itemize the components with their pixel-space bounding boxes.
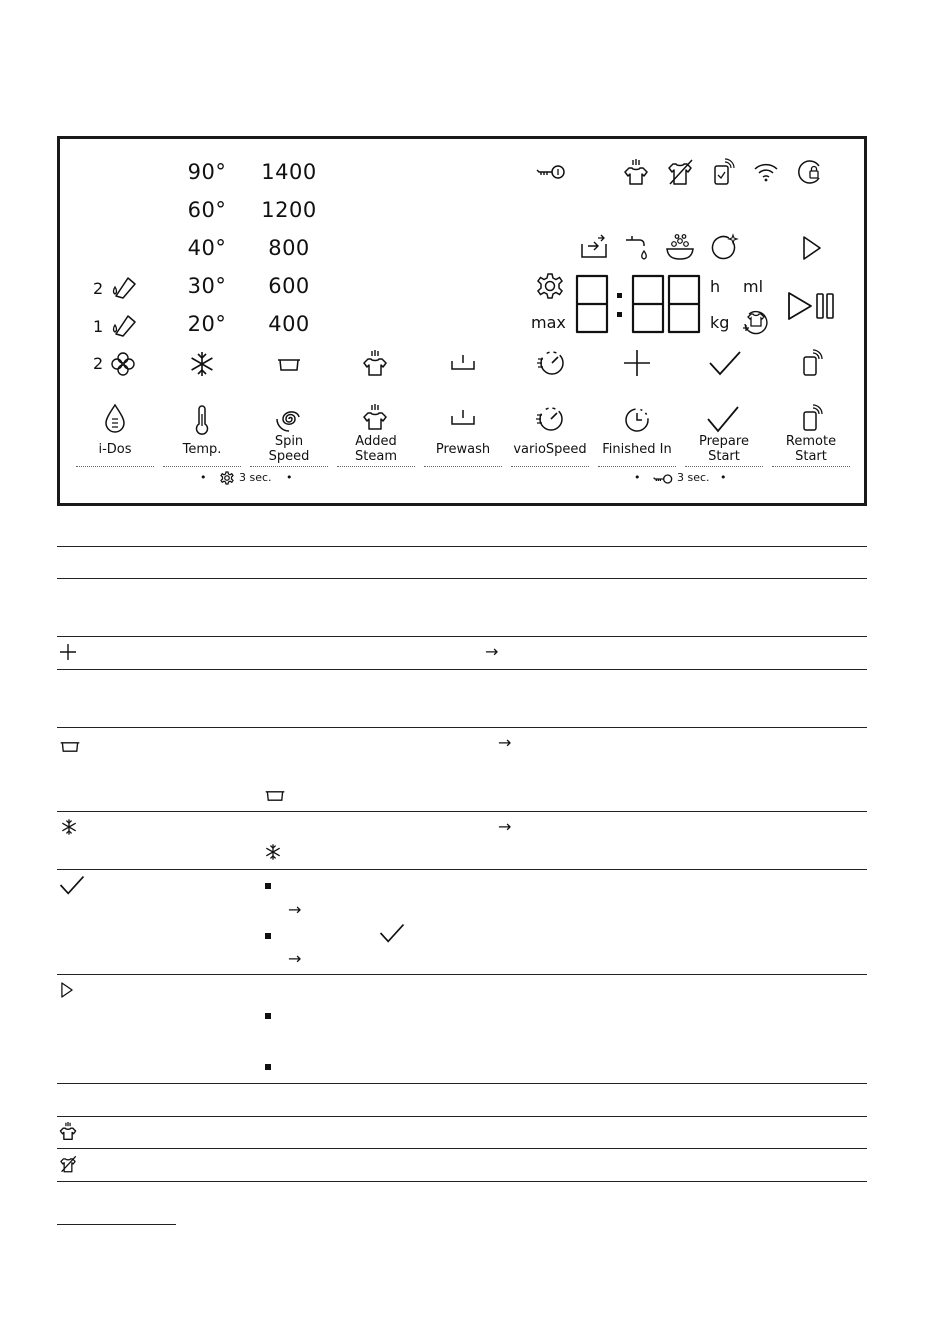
plus-icon — [623, 349, 651, 377]
check-icon — [379, 923, 405, 943]
no-steam-shirt-icon — [59, 1154, 77, 1174]
footnote-rule — [57, 1224, 176, 1225]
hint-dot: • — [720, 471, 727, 484]
prepare-start-button-label[interactable]: Prepare Start — [699, 434, 749, 464]
spin-400: 400 — [268, 312, 310, 336]
arrow-icon: → — [485, 642, 499, 661]
steam-shirt-icon[interactable] — [362, 403, 388, 431]
table-rule — [57, 669, 867, 670]
plus-icon — [59, 643, 77, 661]
wifi-icon — [753, 162, 779, 182]
table-rule — [57, 869, 867, 870]
table-rule — [57, 811, 867, 812]
water-tap-icon — [624, 234, 650, 262]
table-rule — [57, 727, 867, 728]
variospeed-button-label[interactable]: varioSpeed — [513, 442, 587, 457]
table-rule — [57, 578, 867, 579]
temp-90: 90° — [187, 160, 227, 184]
finished-in-button-label[interactable]: Finished In — [602, 442, 672, 457]
snowflake-icon — [60, 818, 78, 836]
variospeed-icon — [536, 349, 566, 377]
prewash-icon — [450, 353, 476, 373]
table-rule — [57, 1148, 867, 1149]
check-icon — [708, 350, 742, 376]
temp-20: 20° — [187, 312, 227, 336]
arrow-icon: → — [498, 733, 512, 752]
idos-button-label[interactable]: i-Dos — [98, 442, 132, 457]
idos-level-2-second: 2 — [93, 354, 104, 373]
hint-3sec-right: 3 sec. — [677, 471, 710, 484]
drawer-icon — [580, 234, 608, 260]
arrow-icon: → — [288, 949, 302, 968]
table-rule — [57, 1181, 867, 1182]
table-rule — [57, 636, 867, 637]
basin-icon — [276, 358, 302, 372]
steam-shirt-icon — [59, 1121, 77, 1141]
idos-level-1: 1 — [93, 317, 104, 336]
arrow-icon: → — [498, 817, 512, 836]
table-rule — [57, 974, 867, 975]
check-icon[interactable] — [706, 405, 740, 433]
detergent-bowl-icon — [665, 233, 695, 261]
no-steam-shirt-icon — [666, 158, 694, 186]
check-icon — [59, 875, 85, 895]
list-bullet — [265, 883, 271, 889]
remote-start-icon — [801, 349, 823, 377]
remote-phone-icon — [712, 158, 734, 186]
spin-1400: 1400 — [261, 160, 317, 184]
load-detect-icon — [739, 308, 769, 338]
divider — [511, 466, 589, 467]
divider — [76, 466, 154, 467]
added-steam-button-label[interactable]: Added Steam — [355, 434, 397, 464]
child-lock-key-icon — [536, 163, 566, 181]
basin-icon — [264, 790, 286, 802]
door-lock-icon — [797, 158, 825, 186]
remote-start-icon[interactable] — [801, 404, 823, 432]
hint-dot: • — [200, 471, 207, 484]
divider — [424, 466, 502, 467]
spin-600: 600 — [268, 274, 310, 298]
settings-gear-icon — [220, 471, 234, 485]
spin-800: 800 — [268, 236, 310, 260]
basin-icon — [59, 741, 81, 753]
prewash-icon[interactable] — [450, 408, 476, 428]
settings-gear-icon — [536, 272, 564, 300]
hint-3sec-left: 3 sec. — [239, 471, 272, 484]
arrow-icon: → — [288, 900, 302, 919]
drop-dosing-icon[interactable] — [104, 403, 126, 433]
steam-shirt-icon — [362, 349, 388, 377]
temp-40: 40° — [187, 236, 227, 260]
snowflake-icon — [188, 350, 216, 378]
prewash-button-label[interactable]: Prewash — [435, 442, 491, 457]
unit-hours: h — [710, 277, 721, 296]
snowflake-icon — [264, 843, 282, 861]
max-label: max — [531, 313, 566, 332]
temp-30: 30° — [187, 274, 227, 298]
divider — [685, 466, 763, 467]
spin-icon[interactable] — [275, 405, 303, 433]
unit-ml: ml — [743, 277, 764, 296]
play-icon — [60, 981, 74, 999]
list-bullet — [265, 1013, 271, 1019]
flower-softener-icon — [110, 351, 136, 377]
temp-60: 60° — [187, 198, 227, 222]
timer-icon[interactable] — [623, 404, 651, 434]
seven-segment-display — [573, 274, 703, 336]
table-rule — [57, 1116, 867, 1117]
unit-kg: kg — [710, 313, 730, 332]
child-lock-key-icon — [652, 473, 674, 485]
table-rule — [57, 546, 867, 547]
idos-dispenser-icon — [110, 274, 138, 300]
steam-shirt-icon — [623, 158, 649, 186]
divider — [250, 466, 328, 467]
drum-clean-icon — [709, 234, 739, 262]
divider — [772, 466, 850, 467]
list-bullet — [265, 933, 271, 939]
variospeed-icon[interactable] — [535, 405, 565, 433]
divider — [598, 466, 676, 467]
spin-speed-button-label[interactable]: Spin Speed — [268, 434, 310, 464]
hint-dot: • — [286, 471, 293, 484]
idos-level-2: 2 — [93, 279, 104, 298]
temp-button-label[interactable]: Temp. — [182, 442, 222, 457]
list-bullet — [265, 1064, 271, 1070]
remote-start-button-label[interactable]: Remote Start — [785, 434, 837, 464]
spin-1200: 1200 — [261, 198, 317, 222]
thermometer-icon[interactable] — [192, 404, 212, 434]
divider — [163, 466, 241, 467]
table-rule — [57, 1083, 867, 1084]
start-pause-icon — [787, 290, 837, 322]
idos-dispenser-icon — [110, 312, 138, 338]
hint-dot: • — [634, 471, 641, 484]
play-icon — [801, 235, 823, 261]
divider — [337, 466, 415, 467]
